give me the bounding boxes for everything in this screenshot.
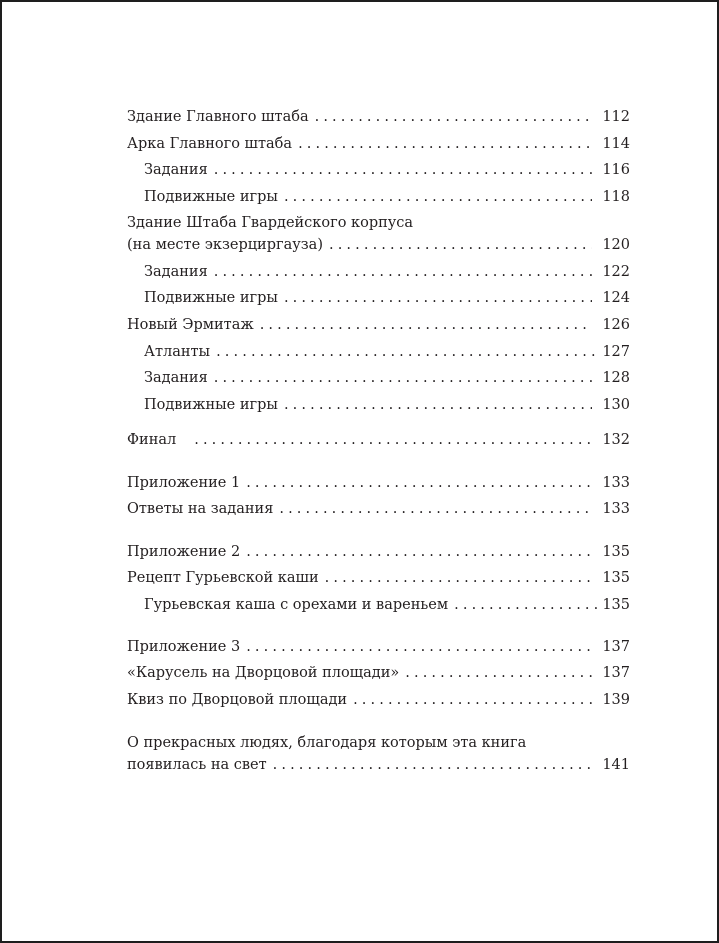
toc-page: 124 xyxy=(602,290,630,306)
toc-page: 120 xyxy=(602,237,630,253)
toc-title: «Карусель на Дворцовой площади» xyxy=(127,665,400,681)
toc-page: 127 xyxy=(602,344,630,360)
toc-page: 126 xyxy=(602,317,630,333)
toc-title: (на месте экзерциргауза) xyxy=(127,237,323,253)
toc-page: 114 xyxy=(602,136,630,152)
toc-entry[interactable] xyxy=(127,663,630,683)
toc-page: 137 xyxy=(602,665,630,681)
toc-page: 122 xyxy=(602,264,630,280)
toc-entry[interactable] xyxy=(127,755,630,775)
toc-title: Приложение 2 xyxy=(127,544,241,560)
toc-title: Приложение 3 xyxy=(127,639,241,655)
toc-entry[interactable] xyxy=(144,368,630,388)
toc-page: 133 xyxy=(602,475,630,491)
toc-title-line1: Здание Штаба Гвардейского корпуса xyxy=(127,215,414,231)
toc-title: Подвижные игры xyxy=(144,397,278,413)
toc-page: 116 xyxy=(602,162,630,178)
toc-title: Финал xyxy=(127,432,177,448)
toc-page: 141 xyxy=(602,757,630,773)
toc-title: Задания xyxy=(144,162,208,178)
toc-page: 135 xyxy=(602,597,630,613)
toc-title: появилась на свет xyxy=(127,757,267,773)
dot-leader xyxy=(260,317,593,333)
toc-page: 132 xyxy=(602,432,630,448)
dot-leader xyxy=(214,162,593,178)
toc-title: Рецепт Гурьевской каши xyxy=(127,570,319,586)
toc-page: 135 xyxy=(602,570,630,586)
toc-entry[interactable] xyxy=(127,235,630,255)
dot-leader xyxy=(353,692,592,708)
toc-title: Подвижные игры xyxy=(144,290,278,306)
toc-page: 133 xyxy=(602,501,630,517)
toc-title-line1: О прекрасных людях, благодаря которым эта книга xyxy=(127,735,527,751)
toc-entry[interactable] xyxy=(127,542,630,562)
dot-leader xyxy=(214,264,593,280)
toc-title: Новый Эрмитаж xyxy=(127,317,254,333)
toc-title: Здание Главного штаба xyxy=(127,109,309,125)
dot-leader xyxy=(298,136,592,152)
dot-leader xyxy=(325,570,593,586)
dot-leader xyxy=(194,432,592,448)
toc-entry[interactable] xyxy=(144,187,630,207)
toc-title: Задания xyxy=(144,264,208,280)
dot-leader xyxy=(246,639,592,655)
toc-entry[interactable] xyxy=(127,637,630,657)
toc-entry[interactable] xyxy=(127,430,630,450)
toc-entry[interactable] xyxy=(144,395,630,415)
toc-entry[interactable] xyxy=(127,315,630,335)
toc-title: Ответы на задания xyxy=(127,501,274,517)
toc-page: 130 xyxy=(602,397,630,413)
dot-leader xyxy=(315,109,593,125)
dot-leader xyxy=(284,290,592,306)
dot-leader xyxy=(454,597,600,613)
toc-title: Задания xyxy=(144,370,208,386)
dot-leader xyxy=(246,544,592,560)
toc-entry[interactable] xyxy=(127,690,630,710)
toc-page: 135 xyxy=(602,544,630,560)
toc-entry[interactable] xyxy=(127,473,630,493)
toc-entry[interactable] xyxy=(144,288,630,308)
toc-page: 139 xyxy=(602,692,630,708)
toc-entry[interactable] xyxy=(144,342,630,362)
toc-title: Приложение 1 xyxy=(127,475,241,491)
toc-entry[interactable] xyxy=(144,595,630,615)
toc-entry[interactable] xyxy=(144,160,630,180)
dot-leader xyxy=(273,757,593,773)
dot-leader xyxy=(216,344,600,360)
toc-page: 118 xyxy=(602,189,630,205)
dot-leader xyxy=(329,237,592,253)
toc-title: Квиз по Дворцовой площади xyxy=(127,692,348,708)
toc-page: 128 xyxy=(602,370,630,386)
toc-entry[interactable] xyxy=(127,134,630,154)
toc-page: 137 xyxy=(602,639,630,655)
dot-leader xyxy=(214,370,593,386)
toc-title: Гурьевская каша с орехами и вареньем xyxy=(144,597,449,613)
toc-entry[interactable] xyxy=(127,499,630,519)
dot-leader xyxy=(279,501,592,517)
dot-leader xyxy=(246,475,592,491)
toc-entry[interactable] xyxy=(127,107,630,127)
toc-title: Арка Главного штаба xyxy=(127,136,293,152)
toc-entry[interactable] xyxy=(127,568,630,588)
toc-title: Атланты xyxy=(144,344,211,360)
toc-entry[interactable] xyxy=(144,262,630,282)
toc-title: Подвижные игры xyxy=(144,189,278,205)
dot-leader xyxy=(405,665,592,681)
toc-page: 112 xyxy=(602,109,630,125)
dot-leader xyxy=(284,397,592,413)
dot-leader xyxy=(284,189,592,205)
